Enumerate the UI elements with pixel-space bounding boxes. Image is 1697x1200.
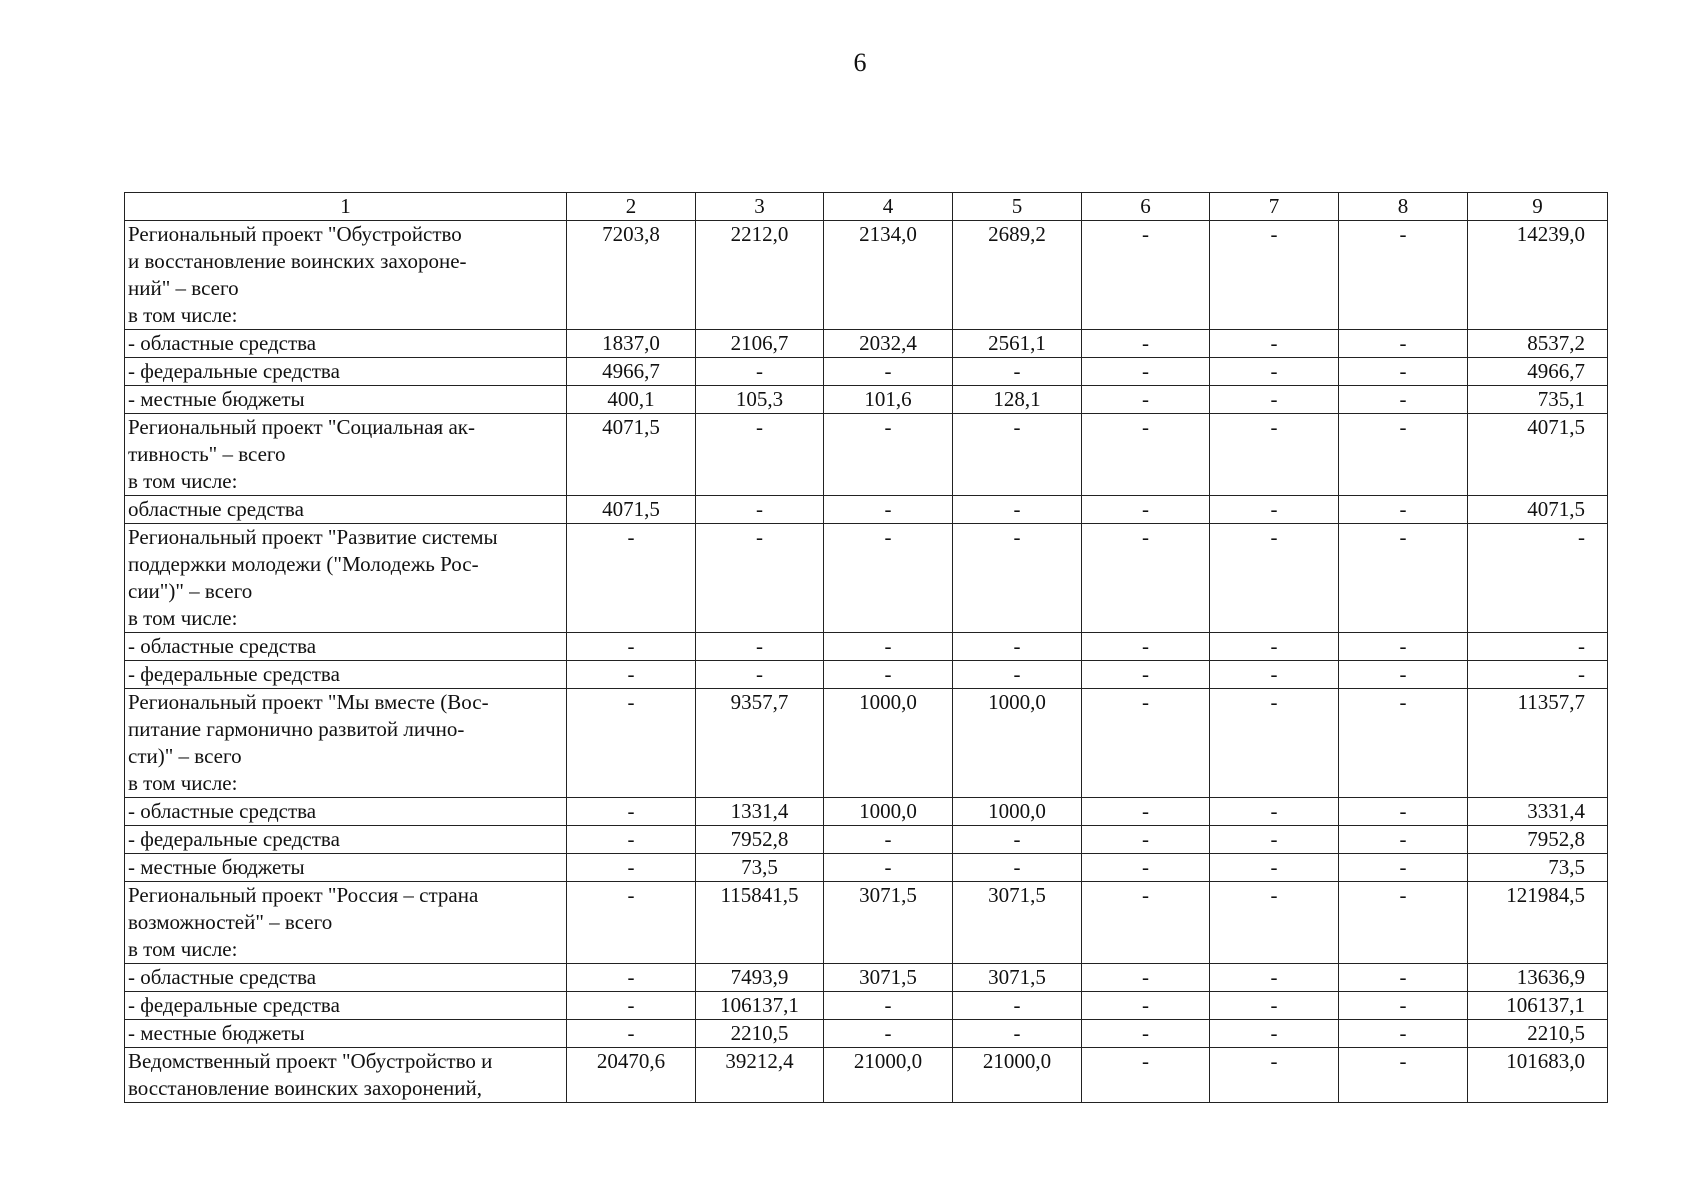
table-row [125, 633, 1608, 661]
value-cell: - [1210, 221, 1339, 330]
table-row [125, 798, 1608, 826]
value-cell: - [1210, 524, 1339, 633]
row-label: Ведомственный проект "Обустройство и восстановление воинских захоронений, [125, 1048, 567, 1103]
row-label: Региональный проект "Обустройство и восстановление воинских захороне- ний" – всего в том числе: [125, 221, 567, 330]
value-cell: - [1210, 826, 1339, 854]
value-cell: 21000,0 [824, 1048, 953, 1103]
value-cell: 2210,5 [696, 1020, 824, 1048]
value-cell: - [1339, 1020, 1468, 1048]
value-cell: 8537,2 [1468, 330, 1608, 358]
page-number: 6 [853, 48, 867, 77]
value-cell: - [1082, 992, 1210, 1020]
value-cell: - [567, 524, 696, 633]
value-cell: 115841,5 [696, 882, 824, 964]
value-cell: 2106,7 [696, 330, 824, 358]
budget-table [124, 192, 1608, 1103]
value-cell: - [1339, 661, 1468, 689]
value-cell: 400,1 [567, 386, 696, 414]
row-label: - областные средства [125, 633, 567, 661]
value-cell: - [696, 524, 824, 633]
value-cell: 9357,7 [696, 689, 824, 798]
value-cell: - [1082, 221, 1210, 330]
table-row [125, 661, 1608, 689]
row-label: - местные бюджеты [125, 1020, 567, 1048]
value-cell: 3331,4 [1468, 798, 1608, 826]
value-cell: - [824, 992, 953, 1020]
table-row [125, 826, 1608, 854]
table-row [125, 414, 1608, 496]
column-header: 3 [696, 193, 824, 221]
row-label: - местные бюджеты [125, 386, 567, 414]
row-label: областные средства [125, 496, 567, 524]
column-header: 6 [1082, 193, 1210, 221]
value-cell: 7952,8 [696, 826, 824, 854]
value-cell: - [953, 992, 1082, 1020]
value-cell: - [1210, 414, 1339, 496]
table-row [125, 524, 1608, 633]
row-label: - федеральные средства [125, 992, 567, 1020]
value-cell: 1837,0 [567, 330, 696, 358]
table-row [125, 689, 1608, 798]
value-cell: 2212,0 [696, 221, 824, 330]
value-cell: - [696, 414, 824, 496]
value-cell: - [1210, 386, 1339, 414]
value-cell: - [1210, 661, 1339, 689]
value-cell: - [567, 882, 696, 964]
table-row [125, 1048, 1608, 1103]
value-cell: - [1210, 1020, 1339, 1048]
value-cell: 39212,4 [696, 1048, 824, 1103]
value-cell: - [1339, 386, 1468, 414]
value-cell: 3071,5 [953, 964, 1082, 992]
row-label: - областные средства [125, 798, 567, 826]
value-cell: - [1082, 358, 1210, 386]
table-row [125, 882, 1608, 964]
value-cell: - [824, 826, 953, 854]
column-header: 1 [125, 193, 567, 221]
column-header: 5 [953, 193, 1082, 221]
value-cell: - [824, 661, 953, 689]
value-cell: 73,5 [1468, 854, 1608, 882]
value-cell: 20470,6 [567, 1048, 696, 1103]
value-cell: - [953, 661, 1082, 689]
value-cell: - [1339, 798, 1468, 826]
value-cell: - [953, 358, 1082, 386]
table-header-row [125, 193, 1608, 221]
column-header: 4 [824, 193, 953, 221]
value-cell: - [567, 633, 696, 661]
value-cell: - [1339, 882, 1468, 964]
value-cell: - [1339, 358, 1468, 386]
value-cell: - [1082, 826, 1210, 854]
value-cell: - [1339, 496, 1468, 524]
value-cell: - [953, 1020, 1082, 1048]
value-cell: 2561,1 [953, 330, 1082, 358]
value-cell: - [1210, 854, 1339, 882]
value-cell: - [567, 661, 696, 689]
value-cell: - [1082, 1020, 1210, 1048]
value-cell: 1000,0 [953, 689, 1082, 798]
value-cell: - [1082, 1048, 1210, 1103]
value-cell: 101,6 [824, 386, 953, 414]
row-label: - федеральные средства [125, 358, 567, 386]
value-cell: - [1468, 524, 1608, 633]
table-row [125, 992, 1608, 1020]
value-cell: 7493,9 [696, 964, 824, 992]
value-cell: - [1210, 330, 1339, 358]
table-row [125, 964, 1608, 992]
value-cell: - [1210, 964, 1339, 992]
value-cell: 1000,0 [824, 689, 953, 798]
row-label: - местные бюджеты [125, 854, 567, 882]
value-cell: 105,3 [696, 386, 824, 414]
value-cell: - [1082, 964, 1210, 992]
value-cell: - [696, 661, 824, 689]
row-label: Региональный проект "Россия – страна возможностей" – всего в том числе: [125, 882, 567, 964]
value-cell: 7203,8 [567, 221, 696, 330]
value-cell: - [1210, 358, 1339, 386]
row-label: - областные средства [125, 330, 567, 358]
value-cell: - [567, 826, 696, 854]
value-cell: - [1339, 1048, 1468, 1103]
value-cell: - [1468, 633, 1608, 661]
value-cell: - [567, 689, 696, 798]
table-row [125, 358, 1608, 386]
row-label: Региональный проект "Социальная ак- тивность" – всего в том числе: [125, 414, 567, 496]
value-cell: - [567, 798, 696, 826]
table-body [125, 193, 1608, 1103]
table-row [125, 496, 1608, 524]
value-cell: - [1082, 414, 1210, 496]
value-cell: - [1339, 992, 1468, 1020]
value-cell: 7952,8 [1468, 826, 1608, 854]
value-cell: - [1082, 386, 1210, 414]
value-cell: - [1082, 633, 1210, 661]
value-cell: - [1210, 992, 1339, 1020]
value-cell: 2689,2 [953, 221, 1082, 330]
value-cell: - [824, 1020, 953, 1048]
value-cell: 735,1 [1468, 386, 1608, 414]
table-row [125, 386, 1608, 414]
value-cell: 2134,0 [824, 221, 953, 330]
table-row [125, 221, 1608, 330]
value-cell: - [1339, 854, 1468, 882]
value-cell: 1000,0 [953, 798, 1082, 826]
value-cell: - [1339, 689, 1468, 798]
value-cell: - [1082, 524, 1210, 633]
value-cell: - [1339, 826, 1468, 854]
value-cell: - [1082, 854, 1210, 882]
column-header: 9 [1468, 193, 1608, 221]
table-row [125, 854, 1608, 882]
value-cell: 2210,5 [1468, 1020, 1608, 1048]
value-cell: - [696, 496, 824, 524]
value-cell: - [1339, 633, 1468, 661]
value-cell: 1000,0 [824, 798, 953, 826]
value-cell: 106137,1 [696, 992, 824, 1020]
value-cell: - [953, 414, 1082, 496]
row-label: - федеральные средства [125, 661, 567, 689]
value-cell: - [1339, 330, 1468, 358]
value-cell: - [953, 633, 1082, 661]
value-cell: - [1082, 882, 1210, 964]
value-cell: 2032,4 [824, 330, 953, 358]
value-cell: 4071,5 [1468, 414, 1608, 496]
value-cell: 106137,1 [1468, 992, 1608, 1020]
value-cell: - [824, 524, 953, 633]
value-cell: 101683,0 [1468, 1048, 1608, 1103]
value-cell: - [567, 854, 696, 882]
row-label: - федеральные средства [125, 826, 567, 854]
row-label: Региональный проект "Мы вместе (Вос- питание гармонично развитой лично- сти)" – всего в том числе: [125, 689, 567, 798]
value-cell: - [1468, 661, 1608, 689]
row-label: - областные средства [125, 964, 567, 992]
value-cell: 11357,7 [1468, 689, 1608, 798]
value-cell: 3071,5 [824, 882, 953, 964]
value-cell: - [824, 358, 953, 386]
value-cell: 4071,5 [567, 414, 696, 496]
table-row [125, 330, 1608, 358]
value-cell: - [1210, 882, 1339, 964]
value-cell: - [1082, 798, 1210, 826]
value-cell: 4071,5 [1468, 496, 1608, 524]
table-row [125, 1020, 1608, 1048]
value-cell: 121984,5 [1468, 882, 1608, 964]
value-cell: - [567, 1020, 696, 1048]
value-cell: - [1339, 524, 1468, 633]
value-cell: - [1339, 221, 1468, 330]
value-cell: 128,1 [953, 386, 1082, 414]
column-header: 7 [1210, 193, 1339, 221]
value-cell: - [824, 633, 953, 661]
value-cell: - [953, 496, 1082, 524]
value-cell: 14239,0 [1468, 221, 1608, 330]
value-cell: - [696, 633, 824, 661]
value-cell: - [567, 964, 696, 992]
value-cell: - [824, 496, 953, 524]
value-cell: - [1210, 689, 1339, 798]
value-cell: - [1082, 689, 1210, 798]
value-cell: - [953, 826, 1082, 854]
value-cell: 4966,7 [1468, 358, 1608, 386]
value-cell: - [1339, 414, 1468, 496]
value-cell: 73,5 [696, 854, 824, 882]
value-cell: - [1210, 1048, 1339, 1103]
value-cell: 3071,5 [953, 882, 1082, 964]
value-cell: 3071,5 [824, 964, 953, 992]
value-cell: - [824, 414, 953, 496]
value-cell: - [1082, 661, 1210, 689]
value-cell: - [1082, 496, 1210, 524]
value-cell: 4966,7 [567, 358, 696, 386]
value-cell: - [1210, 496, 1339, 524]
value-cell: - [1082, 330, 1210, 358]
row-label: Региональный проект "Развитие системы поддержки молодежи ("Молодежь Рос- сии")" – всего в том числе: [125, 524, 567, 633]
value-cell: 13636,9 [1468, 964, 1608, 992]
value-cell: - [953, 524, 1082, 633]
value-cell: 1331,4 [696, 798, 824, 826]
value-cell: - [1210, 798, 1339, 826]
column-header: 8 [1339, 193, 1468, 221]
value-cell: 4071,5 [567, 496, 696, 524]
value-cell: - [824, 854, 953, 882]
value-cell: - [1210, 633, 1339, 661]
value-cell: - [696, 358, 824, 386]
column-header: 2 [567, 193, 696, 221]
value-cell: 21000,0 [953, 1048, 1082, 1103]
value-cell: - [567, 992, 696, 1020]
value-cell: - [953, 854, 1082, 882]
value-cell: - [1339, 964, 1468, 992]
